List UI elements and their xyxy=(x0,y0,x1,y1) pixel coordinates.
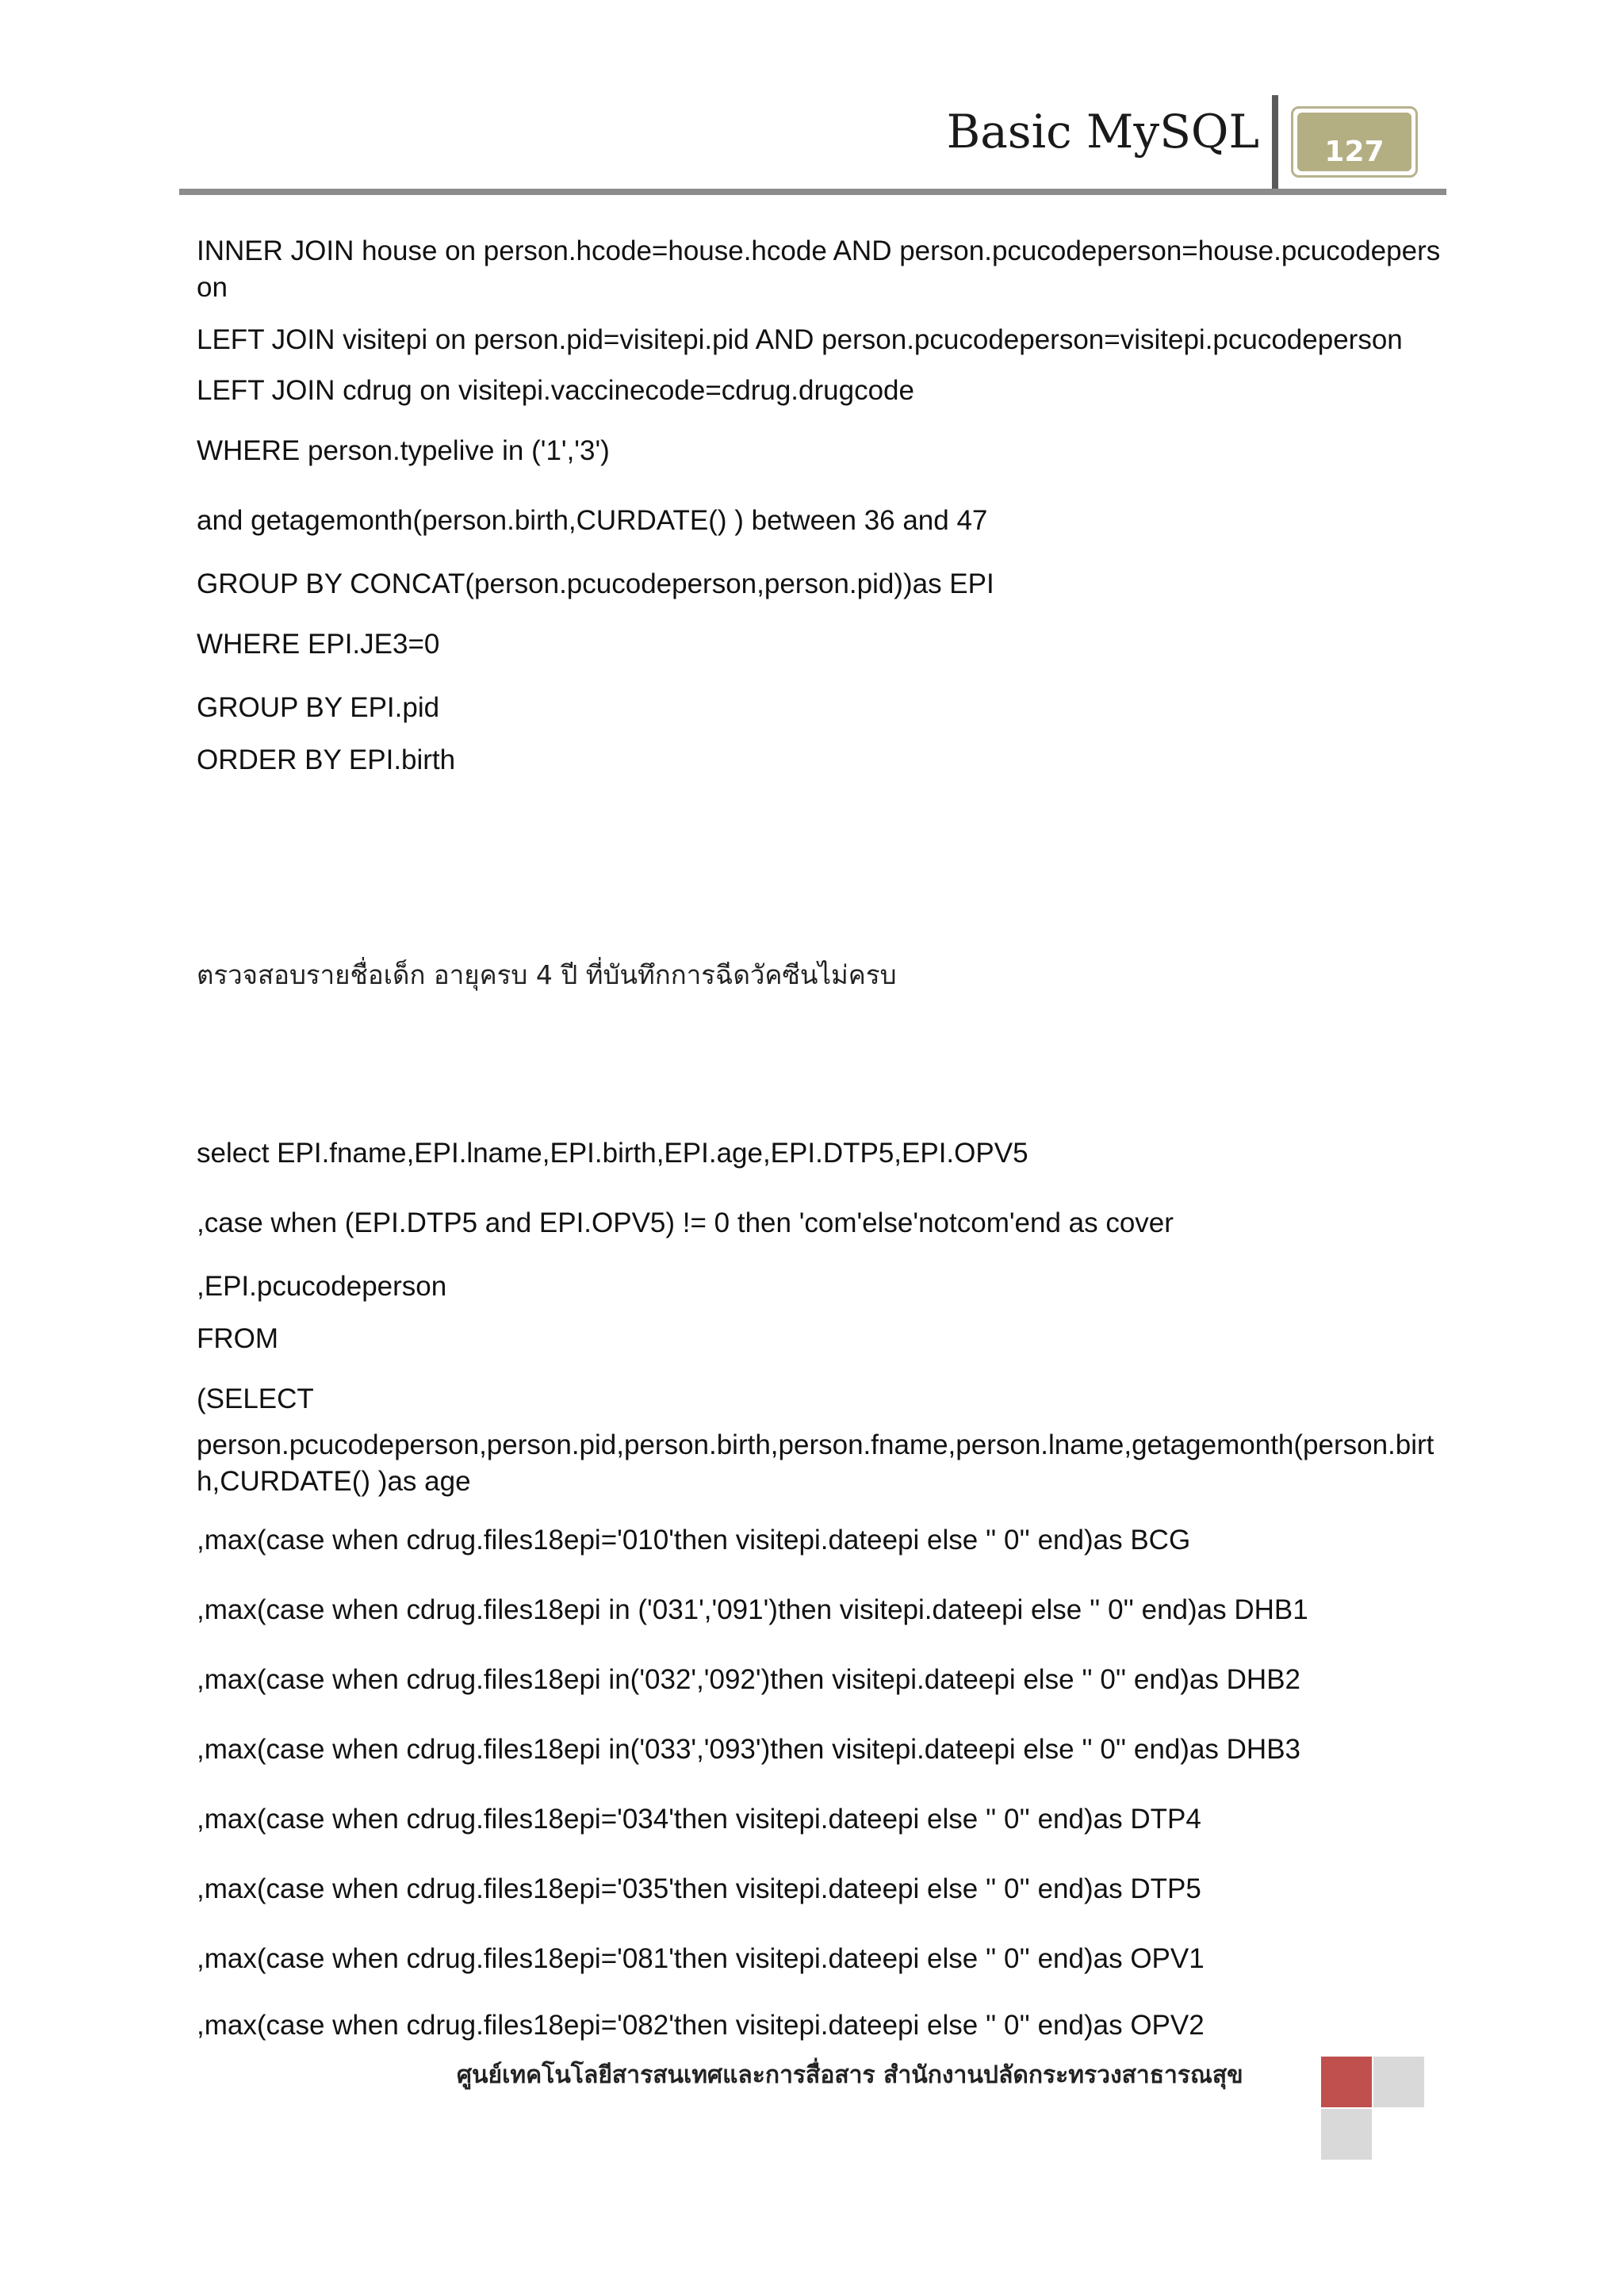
code-line: ,max(case when cdrug.files18epi='081'then visitepi.dateepi else '' 0'' end)as OPV1 xyxy=(197,1943,1205,1974)
code-line: person.pcucodeperson,person.pid,person.birth,person.fname,person.lname,getagemonth(person.birth,CURDATE() )as age xyxy=(197,1429,1434,1497)
code-line: (SELECT xyxy=(197,1383,314,1414)
code-line: LEFT JOIN visitepi on person.pid=visitepi.pid AND person.pcucodeperson=visitepi.pcucodeperson xyxy=(197,324,1403,355)
code-line: WHERE EPI.JE3=0 xyxy=(197,629,440,660)
code-line: ,EPI.pcucodeperson xyxy=(197,1271,447,1302)
code-line: GROUP BY EPI.pid xyxy=(197,692,440,723)
footer-gray-square xyxy=(1321,2109,1372,2160)
code-line: ,case when (EPI.DTP5 and EPI.OPV5) != 0 then 'com'else'notcom'end as cover xyxy=(197,1207,1174,1238)
code-line: WHERE person.typelive in ('1','3') xyxy=(197,435,610,466)
header-divider xyxy=(1272,95,1278,192)
code-line: ,max(case when cdrug.files18epi='034'then visitepi.dateepi else '' 0'' end)as DTP4 xyxy=(197,1804,1201,1835)
code-line: select EPI.fname,EPI.lname,EPI.birth,EPI.age,EPI.DTP5,EPI.OPV5 xyxy=(197,1138,1028,1169)
section-heading: ตรวจสอบรายชื่อเด็ก อายุครบ 4 ปี ที่บันทึกการฉีดวัคซีนไม่ครบ xyxy=(197,959,897,990)
code-line: ,max(case when cdrug.files18epi='010'then visitepi.dateepi else '' 0'' end)as BCG xyxy=(197,1525,1191,1556)
code-line: ,max(case when cdrug.files18epi='082'then visitepi.dateepi else '' 0'' end)as OPV2 xyxy=(197,2010,1205,2041)
page-number: 127 xyxy=(1297,113,1411,171)
code-line: FROM xyxy=(197,1323,279,1354)
code-line: ,max(case when cdrug.files18epi in('033','093')then visitepi.dateepi else '' 0'' end)as DHB3 xyxy=(197,1734,1301,1765)
code-line: GROUP BY CONCAT(person.pcucodeperson,person.pid))as EPI xyxy=(197,568,994,599)
code-line: INNER JOIN house on person.hcode=house.hcode AND person.pcucodeperson=house.pcucodeperson xyxy=(197,235,1441,303)
footer-accent-square xyxy=(1321,2057,1372,2107)
code-line: ,max(case when cdrug.files18epi='035'then visitepi.dateepi else '' 0'' end)as DTP5 xyxy=(197,1873,1201,1904)
code-line: ,max(case when cdrug.files18epi in ('031','091')then visitepi.dateepi else '' 0'' end)as DHB1 xyxy=(197,1594,1308,1625)
header-rule xyxy=(179,189,1446,195)
footer-gray-square xyxy=(1373,2057,1424,2107)
header-title: Basic MySQL xyxy=(946,105,1259,159)
page-number-badge xyxy=(1291,106,1418,178)
code-line: and getagemonth(person.birth,CURDATE() ) between 36 and 47 xyxy=(197,505,988,536)
code-line: ORDER BY EPI.birth xyxy=(197,744,456,775)
code-line: LEFT JOIN cdrug on visitepi.vaccinecode=cdrug.drugcode xyxy=(197,375,914,406)
code-line: ,max(case when cdrug.files18epi in('032','092')then visitepi.dateepi else '' 0'' end)as DHB2 xyxy=(197,1664,1301,1695)
footer-organization: ศูนย์เทคโนโลยีสารสนเทศและการสื่อสาร สำนักงานปลัดกระทรวงสาธารณสุข xyxy=(457,2061,1243,2089)
